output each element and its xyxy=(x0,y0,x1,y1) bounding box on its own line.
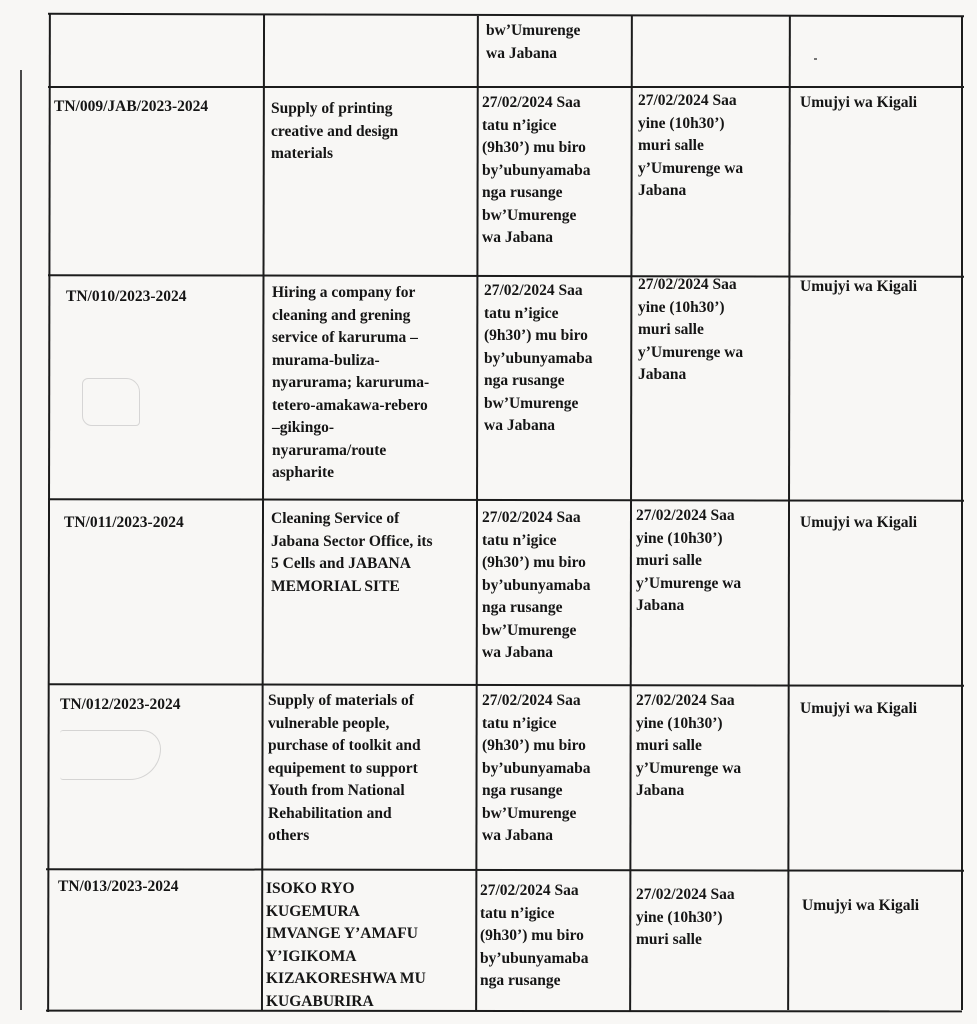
column-divider xyxy=(787,16,791,1010)
column-divider xyxy=(629,16,633,1011)
row-divider xyxy=(46,868,964,872)
description-cell: Supply of materials of vulnerable people, purchase of toolkit and equipement to support Youth from National Rehabilitation and others xyxy=(268,692,421,844)
faint-scribble-mark xyxy=(82,378,140,426)
description-cell: Hiring a company for cleaning and grening service of karuruma – murama-buliza- nyarurama; karuruma- tetero-amakawa-rebero –gikingo- nyarurama/route aspharite xyxy=(272,284,430,481)
page-margin-line xyxy=(20,70,22,1010)
column-divider xyxy=(47,14,51,1012)
top-row-opening-cell: bw’Umurenge wa Jabana xyxy=(486,22,581,62)
opening-cell: 27/02/2024 Saa tatu n’igice (9h30’) mu biro by’ubunyamaba nga rusange bw’Umurenge wa Jabana xyxy=(482,509,591,661)
row-divider xyxy=(48,498,964,502)
location-cell: Umujyi wa Kigali xyxy=(800,94,918,111)
row-divider xyxy=(48,683,964,687)
evaluation-cell: 27/02/2024 Saa yine (10h30’) muri salle y’Umurenge wa Jabana xyxy=(636,507,742,614)
evaluation-cell: 27/02/2024 Saa yine (10h30’) muri salle xyxy=(636,886,735,948)
evaluation-cell: 27/02/2024 Saa yine (10h30’) muri salle y’Umurenge wa Jabana xyxy=(636,692,742,799)
opening-cell: 27/02/2024 Saa tatu n’igice (9h30’) mu biro by’ubunyamaba nga rusange bw’Umurenge wa Jabana xyxy=(482,692,591,844)
description-cell: Cleaning Service of Jabana Sector Office, its 5 Cells and JABANA MEMORIAL SITE xyxy=(271,510,433,595)
tender-number-cell: TN/012/2023-2024 xyxy=(60,696,181,713)
tender-number-cell: TN/010/2023-2024 xyxy=(66,288,187,305)
table-border-right xyxy=(961,16,963,1010)
column-divider xyxy=(475,16,479,1011)
table-border-bottom xyxy=(46,1010,962,1013)
location-cell: Umujyi wa Kigali xyxy=(802,897,920,914)
row-divider xyxy=(48,86,964,88)
description-cell: ISOKO RYO KUGEMURA IMVANGE Y’AMAFU Y’IGIKOMA KIZAKORESHWA MU KUGABURIRA xyxy=(266,880,426,1010)
description-cell: Supply of printing creative and design materials xyxy=(271,100,399,162)
opening-cell: 27/02/2024 Saa tatu n’igice (9h30’) mu biro by’ubunyamaba nga rusange bw’Umurenge wa Jabana xyxy=(482,94,591,246)
evaluation-cell: 27/02/2024 Saa yine (10h30’) muri salle y’Umurenge wa Jabana xyxy=(638,276,744,383)
scan-speck xyxy=(814,58,817,60)
faint-scribble-mark xyxy=(60,730,161,780)
opening-cell: 27/02/2024 Saa tatu n’igice (9h30’) mu biro by’ubunyamaba nga rusange xyxy=(480,882,589,989)
location-cell: Umujyi wa Kigali xyxy=(800,700,918,717)
location-cell: Umujyi wa Kigali xyxy=(800,278,918,295)
table-border-top xyxy=(48,13,964,17)
tender-number-cell: TN/013/2023-2024 xyxy=(58,878,179,895)
tender-number-cell: TN/009/JAB/2023-2024 xyxy=(54,98,209,115)
column-divider xyxy=(261,14,265,1011)
opening-cell: 27/02/2024 Saa tatu n’igice (9h30’) mu biro by’ubunyamaba nga rusange bw’Umurenge wa Jabana xyxy=(484,282,593,434)
tender-number-cell: TN/011/2023-2024 xyxy=(64,514,184,531)
location-cell: Umujyi wa Kigali xyxy=(800,514,918,531)
evaluation-cell: 27/02/2024 Saa yine (10h30’) muri salle y’Umurenge wa Jabana xyxy=(638,92,744,199)
